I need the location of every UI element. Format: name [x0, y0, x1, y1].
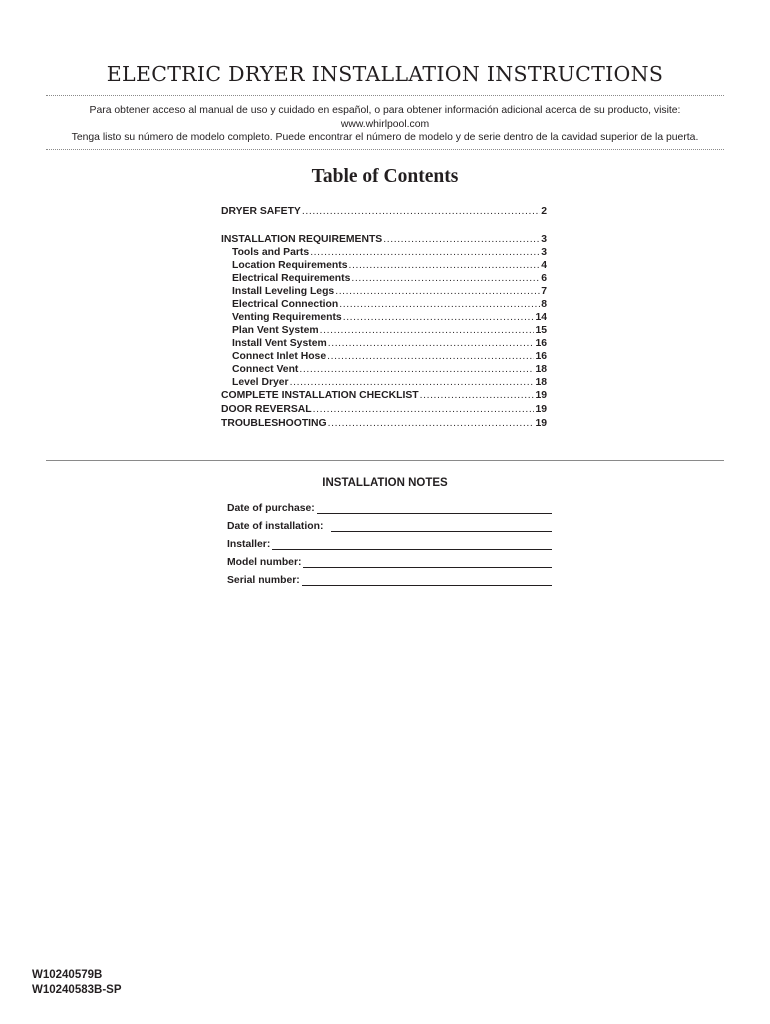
toc-entry[interactable]: [232, 273, 547, 286]
toc-entry-label: DOOR REVERSAL: [221, 404, 312, 415]
installer-field[interactable]: [272, 537, 552, 550]
toc-entry-page: 3: [541, 234, 547, 245]
toc-leader: [327, 351, 534, 362]
toc-leader: [313, 404, 535, 415]
document-title: ELECTRIC DRYER INSTALLATION INSTRUCTIONS: [106, 62, 664, 86]
note-label: Installer:: [227, 539, 271, 550]
toc-entry[interactable]: [232, 247, 547, 260]
toc-entry[interactable]: [221, 404, 547, 417]
intro-line: Para obtener acceso al manual de uso y cuidado en español, o para obtener información adicional acerca de su producto, visite:: [89, 105, 681, 116]
serial-number-field[interactable]: [302, 573, 552, 586]
toc-entry-page: 8: [541, 299, 547, 310]
toc-leader: [310, 247, 540, 258]
toc-leader: [351, 273, 540, 284]
toc-leader: [339, 299, 540, 310]
toc-entry[interactable]: [232, 299, 547, 312]
intro-text: [30, 104, 740, 145]
toc-entry-page: 19: [535, 418, 547, 429]
note-label: Date of purchase:: [227, 503, 315, 514]
toc-entry-page: 16: [535, 338, 547, 349]
toc-entry-label: Install Leveling Legs: [232, 286, 335, 297]
date-of-installation-field[interactable]: [331, 519, 552, 532]
note-date-of-purchase: [227, 500, 552, 514]
toc-entry[interactable]: [221, 390, 547, 403]
toc-entry[interactable]: [232, 338, 547, 351]
note-installer: [227, 536, 552, 550]
section-divider: [46, 460, 724, 461]
toc-entry-page: 14: [535, 312, 547, 323]
toc-entry[interactable]: [232, 377, 547, 390]
toc-entry-label: COMPLETE INSTALLATION CHECKLIST: [221, 390, 419, 401]
note-serial-number: [227, 572, 552, 586]
toc-leader: [328, 418, 535, 429]
note-date-of-installation: [227, 518, 552, 532]
toc-entry-label: Location Requirements: [232, 260, 348, 271]
toc-entry-page: 6: [541, 273, 547, 284]
toc-entry[interactable]: [221, 206, 547, 219]
toc-entry[interactable]: [232, 325, 547, 338]
toc-entry[interactable]: [221, 418, 547, 431]
date-of-purchase-field[interactable]: [317, 501, 552, 514]
toc-entry-label: Electrical Requirements: [232, 273, 351, 284]
toc-entry[interactable]: [232, 260, 547, 273]
toc-leader: [302, 206, 540, 217]
toc-entry-page: 7: [541, 286, 547, 297]
toc-leader: [335, 286, 540, 297]
toc-leader: [328, 338, 535, 349]
document-code: W10240579B: [32, 969, 103, 981]
toc-entry-page: 2: [541, 206, 547, 217]
toc-entry-page: 19: [535, 390, 547, 401]
toc-entry-label: Venting Requirements: [232, 312, 342, 323]
intro-divider: [46, 149, 724, 150]
toc-entry[interactable]: [232, 364, 547, 377]
toc-entry[interactable]: [232, 312, 547, 325]
toc-entry[interactable]: [221, 234, 547, 247]
note-label: Model number:: [227, 557, 302, 568]
toc-entry-page: 19: [535, 404, 547, 415]
toc-entry-page: 16: [535, 351, 547, 362]
toc-leader: [383, 234, 540, 245]
note-label: Date of installation:: [227, 521, 324, 532]
document-codes: [32, 968, 122, 997]
toc-entry[interactable]: [232, 286, 547, 299]
document-code: W10240583B-SP: [32, 983, 122, 996]
toc-entry-label: Install Vent System: [232, 338, 327, 349]
toc-entry-page: 3: [541, 247, 547, 258]
toc-leader: [348, 260, 540, 271]
toc-entry-page: 18: [535, 364, 547, 375]
toc-entry-label: DRYER SAFETY: [221, 206, 301, 217]
toc-leader: [420, 390, 535, 401]
toc-leader: [299, 364, 534, 375]
note-label: Serial number:: [227, 575, 300, 586]
toc-heading: Table of Contents: [311, 166, 459, 187]
toc-entry-label: TROUBLESHOOTING: [221, 418, 327, 429]
toc-entry-label: INSTALLATION REQUIREMENTS: [221, 234, 383, 245]
model-number-field[interactable]: [303, 555, 552, 568]
toc-entry-page: 18: [535, 377, 547, 388]
toc-entry[interactable]: [232, 351, 547, 364]
toc-entry-label: Connect Inlet Hose: [232, 351, 327, 362]
title-divider: [46, 95, 724, 96]
toc-leader: [343, 312, 535, 323]
intro-url: www.whirlpool.com: [340, 118, 430, 130]
note-model-number: [227, 554, 552, 568]
toc-leader: [320, 325, 535, 336]
toc-entry-page: 15: [535, 325, 547, 336]
toc-entry-label: Electrical Connection: [232, 299, 339, 310]
intro-line: Tenga listo su número de modelo completo. Puede encontrar el número de modelo y de serie dentro de la cavidad superior de la puerta.: [71, 132, 699, 143]
installation-notes-heading: INSTALLATION NOTES: [322, 477, 448, 489]
toc-leader: [290, 377, 535, 388]
toc-entry-page: 4: [541, 260, 547, 271]
toc-entry-label: Level Dryer: [232, 377, 289, 388]
toc-entry-label: Connect Vent: [232, 364, 299, 375]
toc-entry-label: Plan Vent System: [232, 325, 319, 336]
toc-entry-label: Tools and Parts: [232, 247, 310, 258]
